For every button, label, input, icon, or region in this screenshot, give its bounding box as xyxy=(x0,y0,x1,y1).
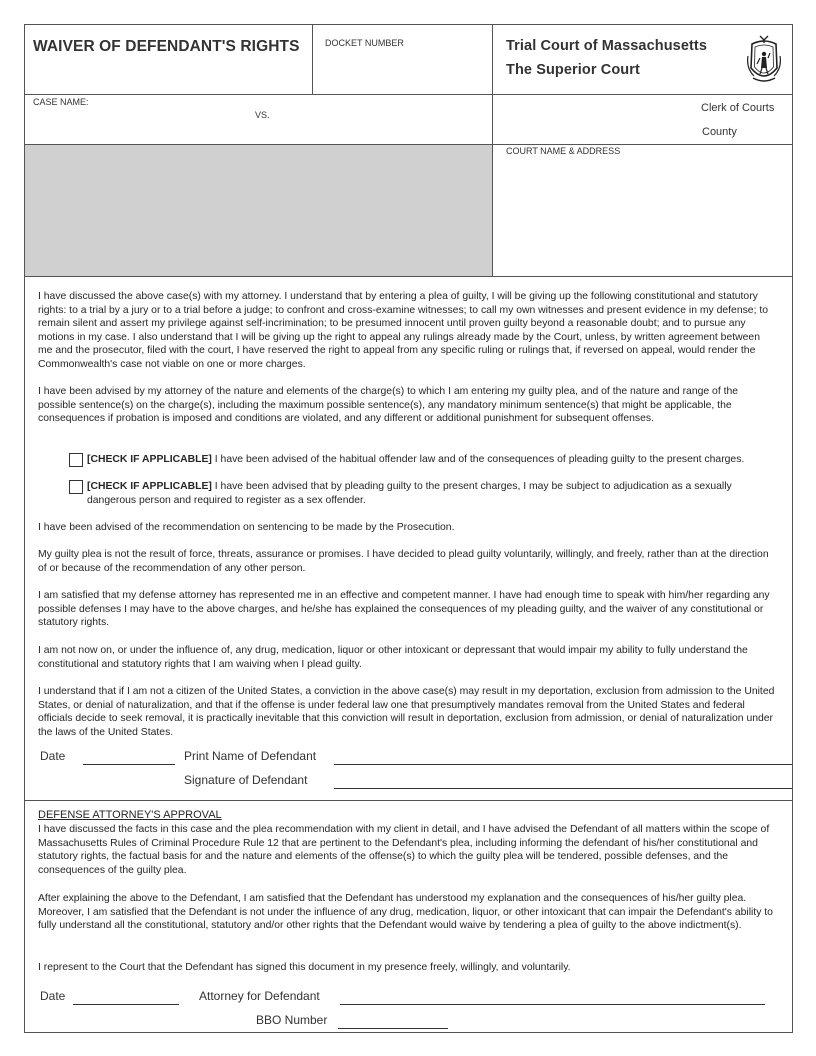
attorney-date-label: Date xyxy=(40,989,66,1003)
court-address-label: COURT NAME & ADDRESS xyxy=(506,146,621,156)
voluntary-plea-paragraph: My guilty plea is not the result of force, threats, assurance or promises. I have decided to plead guilty voluntarily, willingly, and freely, rather than at the direction of or because of the recommendation of any other person. xyxy=(38,549,769,574)
clerk-of-courts-label: Clerk of Courts xyxy=(701,102,775,114)
case-name-label: CASE NAME: xyxy=(33,97,89,107)
rights-waiver-paragraph: I have discussed the above case(s) with my attorney. I understand that by entering a plea of guilty, I will be giving up the following constitutional and statutory rights: to a trial by a jury or to a trial before a judge; to confront and cross-examine witnesses; to call my own witnesses and present evidence in my defense; to remain silent and assert my privilege against self-incrimination; to be presumed innocent until proven guilty beyond a reasonable doubt; and to pursue any motions in my case. I also understand that I will be giving up the right to appeal any rulings already made by the Court, unless, by written agreement between me and the prosecutor, filed with the court, I have reserved the right to appeal from any specific ruling or rulings that, if reversed on appeal, would render the Commonwealth's case not viable on one or more charges. xyxy=(38,291,769,370)
sex-offender-checkbox[interactable] xyxy=(69,480,83,494)
attorney-date-field[interactable] xyxy=(73,1004,179,1005)
attorney-for-defendant-label: Attorney for Defendant xyxy=(199,989,320,1003)
form-title: WAIVER OF DEFENDANT'S RIGHTS xyxy=(33,38,300,55)
shaded-case-box xyxy=(25,145,492,276)
defendant-date-field[interactable] xyxy=(83,764,175,765)
habitual-offender-text xyxy=(87,453,777,467)
bbo-number-label: BBO Number xyxy=(256,1013,328,1027)
defendant-signature-field[interactable] xyxy=(334,788,792,789)
section-divider xyxy=(24,800,793,801)
sentencing-recommendation-paragraph: I have been advised of the recommendation on sentencing to be made by the Prosecution. xyxy=(38,522,455,533)
attorney-representation-paragraph: I represent to the Court that the Defendant has signed this document in my presence freely, willingly, and voluntarily. xyxy=(38,962,571,973)
state-seal-icon xyxy=(744,34,784,86)
immigration-paragraph: I understand that if I am not a citizen of the United States, a conviction in the above case(s) may result in my deportation, exclusion from admission to the United States, or denial of naturalization, and that if the offense is under federal law one that presumptively mandates removal from the United States and federal officials decide to seek removal, it is practically inevitable that this conviction will result in deportation, exclusion from admission, or denial of naturalization under the laws of the United States. xyxy=(38,686,775,738)
frame-bottom xyxy=(24,1032,793,1033)
print-name-field[interactable] xyxy=(334,764,792,765)
bbo-number-field[interactable] xyxy=(338,1028,448,1029)
signature-label: Signature of Defendant xyxy=(184,773,308,787)
grid-divider-1 xyxy=(312,24,313,94)
habitual-offender-checkbox[interactable] xyxy=(69,453,83,467)
defendant-date-label: Date xyxy=(40,749,66,763)
frame-right xyxy=(792,24,793,1033)
attorney-explanation-paragraph: After explaining the above to the Defendant, I am satisfied that the Defendant has understood my explanation and the consequences of his/her guilty plea. Moreover, I am satisfied that the Defendant is not under the influence of any drug, medication, liquor, or other intoxicant that can impair the Defendant's ability to fully understand all the constitutional, statutory and/or other rights that the Defendant would waive by tendering a plea of guilty to the above indictment(s). xyxy=(38,893,773,932)
attorney-signature-field[interactable] xyxy=(340,1004,765,1005)
attorney-satisfaction-paragraph: I am satisfied that my defense attorney has represented me in an effective and competent manner. I have had enough time to speak with him/her regarding any possible defenses I may have to the above charges, and he/she has explained the consequences of my pleading guilty, and the waiver of any constitutional or statutory rights. xyxy=(38,590,770,629)
not-under-influence-paragraph: I am not now on, or under the influence of, any drug, medication, liquor or other intoxicant or depressant that would impair my ability to fully understand the constitutional and statutory rights that I am waiving when I plead guilty. xyxy=(38,645,748,670)
county-label: County xyxy=(702,126,737,138)
frame-top xyxy=(24,24,793,25)
check-applicable-label: [CHECK IF APPLICABLE] xyxy=(87,481,212,492)
attorney-advice-paragraph: I have discussed the facts in this case and the plea recommendation with my client in detail, and I have advised the Defendant of all matters within the scope of Massachusetts Rules of Criminal Procedure Rule 12 that are pertinent to the Defendant's plea, including informing the defendant of his/her constitutional and statutory rights, the factual basis for and the nature and elements of the offense(s) to which the guilty plea will be tendered, possible defenses, and the consequences of the guilty plea. xyxy=(38,824,770,876)
advised-charges-paragraph: I have been advised by my attorney of the nature and elements of the charge(s) to which I am entering my guilty plea, and of the nature and range of the possible sentence(s) on the charge(s), including the maximum possible sentence(s), any mandatory minimum sentence(s) that might be applicable, the consequences if probation is imposed and conditions are violated, and any different or additional punishment for subsequent offenses. xyxy=(38,386,739,425)
attorney-approval-heading: DEFENSE ATTORNEY'S APPROVAL xyxy=(38,809,222,821)
check-applicable-label: [CHECK IF APPLICABLE] xyxy=(87,454,212,465)
sex-offender-text xyxy=(87,480,777,507)
versus-label: VS. xyxy=(255,110,270,120)
print-name-label: Print Name of Defendant xyxy=(184,749,317,763)
court-name-line1: Trial Court of Massachusetts xyxy=(506,38,708,54)
docket-number-label: DOCKET NUMBER xyxy=(325,38,404,48)
grid-row-1 xyxy=(24,94,793,95)
sex-offender-statement: I have been advised that by pleading guilty to the present charges, I may be subject to adjudication as a sexually dangerous person and required to register as a sex offender. xyxy=(87,481,732,506)
grid-row-3 xyxy=(24,276,793,277)
grid-divider-2 xyxy=(492,24,493,276)
court-name-line2: The Superior Court xyxy=(506,62,640,78)
habitual-offender-statement: I have been advised of the habitual offender law and of the consequences of pleading guilty to the present charges. xyxy=(211,454,745,465)
